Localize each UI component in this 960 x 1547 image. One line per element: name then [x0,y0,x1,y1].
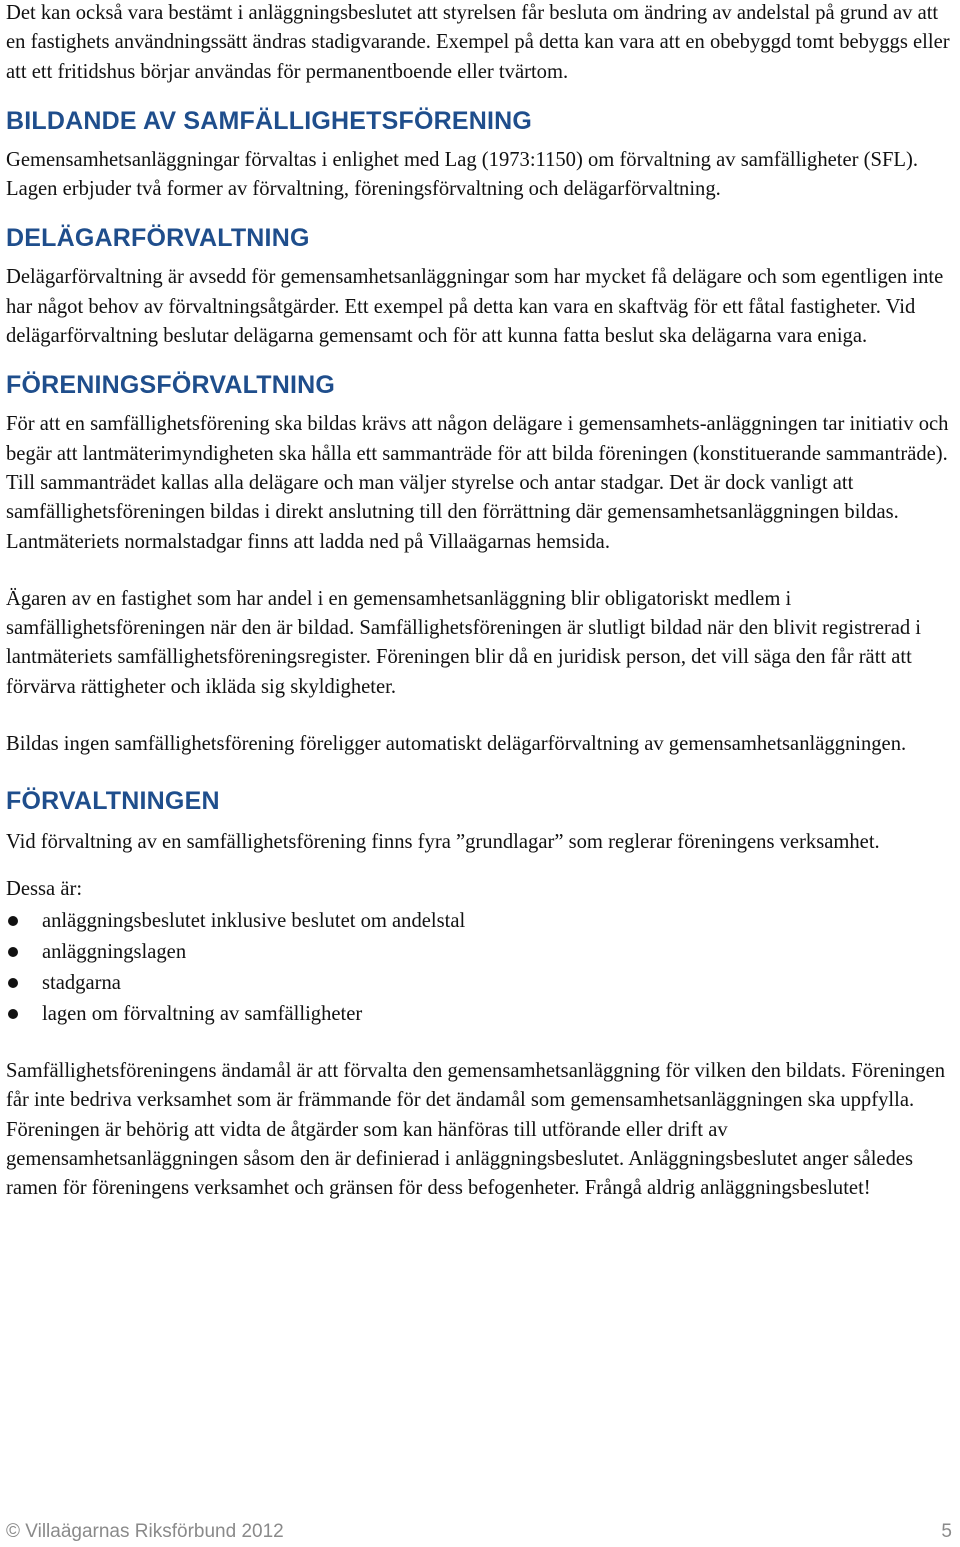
bullet-icon [8,947,18,957]
grundlagar-list [6,906,956,1030]
forvaltningen-intro: Vid förvaltning av en samfällighetsförening finns fyra ”grundlagar” som reglerar föreningens verksamhet. [6,831,880,854]
delagarforvaltning-paragraph: Delägarförvaltning är avsedd för gemensamhetsanläggningar som har mycket få delägare och som egentligen inte har något behov av förvaltningsåtgärder. Ett exempel på detta kan vara en skaftväg för ett fåtal fastigheter. Vid delägarförvaltning beslutar delägarna gemensamt och för att kunna fatta beslut ska delägarna vara eniga. [6,266,944,348]
bullet-icon [8,916,18,926]
page-footer [6,1520,952,1544]
bullet-icon [8,978,18,988]
foreningsforvaltning-paragraph-1: För att en samfällighetsförening ska bildas krävs att någon delägare i gemensamhets-anläggningen tar initiativ och begär att lantmäterimyndigheten ska hålla ett sammanträde för att bilda föreningen (konstituerande sammanträde). Till sammanträdet kallas alla delägare och man väljer styrelse och antar stadgar. Det är dock vanligt att samfällighetsföreningen bildas i direkt anslutning till den förrättning där gemensamhetsanläggningen bildas. Lantmäteriets normalstadgar finns att ladda ned på Villaägarnas hemsida. [6,413,949,553]
list-item [6,999,956,1030]
list-item [6,937,956,968]
bullet-icon [8,1009,18,1019]
foreningsforvaltning-paragraph-2: Ägaren av en fastighet som har andel i en gemensamhetsanläggning blir obligatoriskt medlem i samfällighetsföreningen när den är bildad. Samfällighetsföreningen är slutligt bildad när den blivit registrerad i lantmäteriets samfällighetsföreningsregister. Föreningen blir då en juridisk person, det vill säga den får rätt att förvärva rättigheter och ikläda sig skyldigheter. [6,587,922,698]
list-item-text: anläggningsbeslutet inklusive beslutet om andelstal [42,909,466,932]
list-item [6,968,956,999]
list-item-text: stadgarna [42,971,121,994]
bildande-paragraph: Gemensamhetsanläggningar förvaltas i enlighet med Lag (1973:1150) om förvaltning av samfälligheter (SFL). Lagen erbjuder två former av förvaltning, föreningsförvaltning och delägarförvaltning. [6,148,918,201]
intro-paragraph: Det kan också vara bestämt i anläggningsbeslutet att styrelsen får besluta om ändring av andelstal på grund av att en fastighets användningssätt ändras stadigvarande. Exempel på detta kan vara att en obebyggd tomt bebyggs eller att ett fritidshus börjar användas för permanentboende eller tvärtom. [6,2,950,83]
list-intro: Dessa är: [6,877,83,900]
heading-bildande: BILDANDE AV SAMFÄLLIGHETSFÖRENING [6,106,533,135]
document-page [6,0,956,1203]
list-item-text: anläggningslagen [42,940,187,963]
foreningsforvaltning-paragraph-3: Bildas ingen samfällighetsförening föreligger automatiskt delägarförvaltning av gemensamhetsanläggningen. [6,733,907,756]
heading-foreningsforvaltning: FÖRENINGSFÖRVALTNING [6,371,335,400]
page-number: 5 [941,1521,952,1542]
heading-forvaltningen: FÖRVALTNINGEN [6,787,220,816]
forvaltningen-closing: Samfällighetsföreningens ändamål är att förvalta den gemensamhetsanläggning för vilken den bildats. Föreningen får inte bedriva verksamhet som är främmande för det ändamål som gemensamhetsanläggningen ska uppfylla. Föreningen är behörig att vidta de åtgärder som kan hänföras till utförande eller drift av gemensamhetsanläggningen såsom den är definierad i anläggningsbeslutet. Anläggningsbeslutet anger således ramen för föreningens verksamhet och gränsen för dess befogenheter. Frångå aldrig anläggningsbeslutet! [6,1059,946,1200]
footer-copyright: © Villaägarnas Riksförbund 2012 [6,1521,284,1542]
list-item [6,906,956,937]
heading-delagarforvaltning: DELÄGARFÖRVALTNING [6,224,310,253]
list-item-text: lagen om förvaltning av samfälligheter [42,1002,363,1025]
